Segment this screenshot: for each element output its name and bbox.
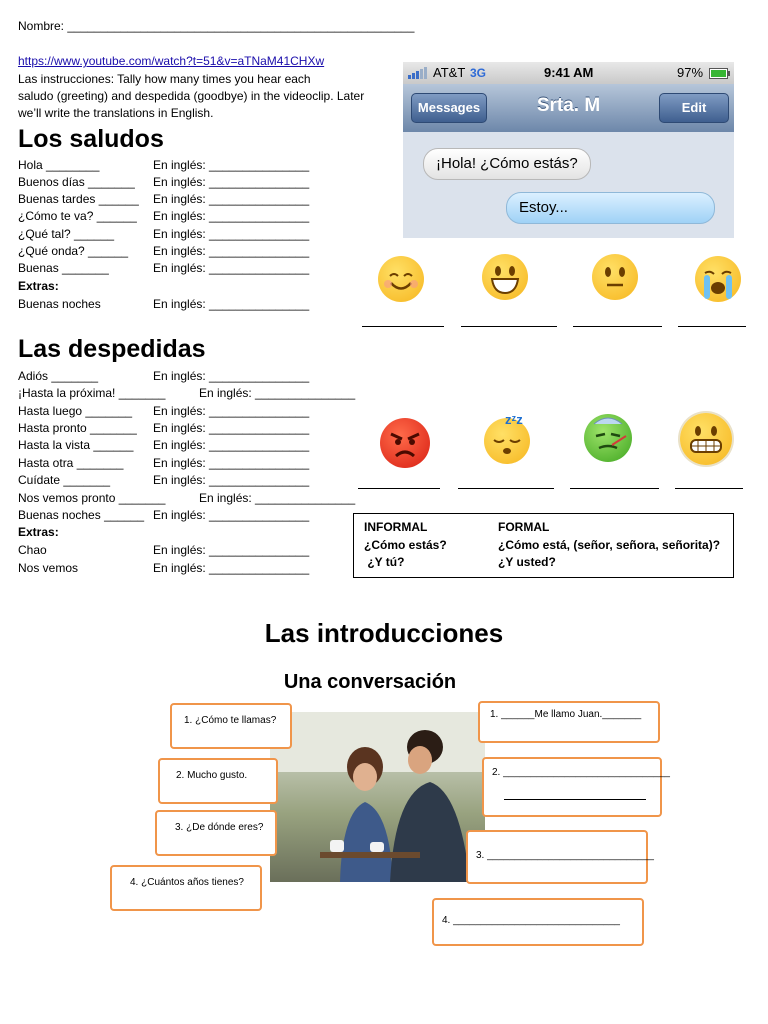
battery-level: 97% xyxy=(677,65,704,80)
neutral-emoji-icon xyxy=(592,254,638,300)
formality-table xyxy=(353,513,734,578)
question-callout xyxy=(170,703,292,749)
despedida-term: Hasta la vista ______ xyxy=(18,438,134,452)
despedida-translation: En inglés: _______________ xyxy=(153,369,310,383)
question-text: 4. ¿Cuántos años tienes? xyxy=(130,877,244,888)
name-line: Nombre: ____________________________________________________ xyxy=(18,19,415,33)
despedida-term: Adiós _______ xyxy=(18,369,99,383)
despedida-translation: En inglés: _______________ xyxy=(199,491,356,505)
despedida-term: Hasta pronto _______ xyxy=(18,421,137,435)
saludos-title: Los saludos xyxy=(18,125,164,153)
answer-callout xyxy=(432,898,644,946)
saludo-translation: En inglés: _______________ xyxy=(153,227,310,241)
despedida-translation: En inglés: _______________ xyxy=(153,404,310,418)
despedida-translation: En inglés: _______________ xyxy=(153,456,310,470)
answer-callout xyxy=(466,830,654,884)
saludo-translation: En inglés: _______________ xyxy=(153,209,310,223)
question-text: 2. Mucho gusto. xyxy=(176,770,248,781)
answer-callout xyxy=(478,701,660,743)
saludos-extras-label: Extras: xyxy=(18,279,59,293)
saludo-translation: En inglés: _______________ xyxy=(153,297,310,311)
emoji-answer-line[interactable] xyxy=(675,488,743,489)
answer-text[interactable]: 2. ______________________________ xyxy=(492,767,670,778)
grimace-emoji-icon xyxy=(680,413,732,465)
despedida-translation: En inglés: _______________ xyxy=(153,473,310,487)
question-text: 3. ¿De dónde eres? xyxy=(175,822,264,833)
saludo-term: ¿Qué tal? ______ xyxy=(18,227,115,241)
sick-emoji-icon xyxy=(584,414,632,462)
despedida-translation: En inglés: _______________ xyxy=(199,386,356,400)
saludo-term: ¿Cómo te va? ______ xyxy=(18,209,137,223)
saludo-term: Hola ________ xyxy=(18,158,100,172)
emoji-answer-line[interactable] xyxy=(358,488,440,489)
instructions-line: we’ll write the translations in English. xyxy=(18,106,214,120)
saludo-term: Buenos días _______ xyxy=(18,175,135,189)
question-callout xyxy=(155,810,277,856)
battery-icon xyxy=(709,68,731,82)
despedida-translation: En inglés: _______________ xyxy=(153,561,310,575)
answer-text[interactable]: 1. ______Me llamo Juan._______ xyxy=(490,709,642,720)
grin-emoji-icon xyxy=(482,254,528,300)
zzz-icon: zᶻz xyxy=(505,412,523,427)
couple-photo xyxy=(270,712,485,882)
informal-phrase: ¿Cómo estás? xyxy=(364,538,447,552)
angry-emoji-icon xyxy=(380,418,430,468)
instructions xyxy=(18,71,398,122)
question-callout xyxy=(158,758,278,804)
saludo-term: Buenas _______ xyxy=(18,261,109,275)
contact-name: Srta. M xyxy=(536,95,601,116)
despedida-term: Nos vemos xyxy=(18,561,79,575)
answer-line[interactable] xyxy=(504,799,646,800)
introducciones-title: Las introducciones xyxy=(264,618,504,648)
answer-callout xyxy=(482,757,670,817)
emoji-answer-line[interactable] xyxy=(570,488,659,489)
answer-text[interactable]: 3. ______________________________ xyxy=(476,850,654,861)
despedida-translation: En inglés: _______________ xyxy=(153,421,310,435)
despedida-term: Buenas noches ______ xyxy=(18,508,145,522)
saludo-translation: En inglés: _______________ xyxy=(153,192,310,206)
despedida-term: Nos vemos pronto _______ xyxy=(18,491,166,505)
despedida-translation: En inglés: _______________ xyxy=(153,508,310,522)
instructions-line: Las instrucciones: Tally how many times you hear each xyxy=(18,72,311,86)
answer-text[interactable]: 4. ______________________________ xyxy=(442,915,620,926)
saludo-translation: En inglés: _______________ xyxy=(153,158,310,172)
despedida-translation: En inglés: _______________ xyxy=(153,438,310,452)
saludo-translation: En inglés: _______________ xyxy=(153,244,310,258)
phone-nav-bar xyxy=(403,84,734,132)
saludo-term: Buenas tardes ______ xyxy=(18,192,139,206)
formal-phrase: ¿Cómo está, (señor, señora, señorita)? xyxy=(498,538,721,552)
emoji-answer-line[interactable] xyxy=(678,326,746,327)
phone-status-bar xyxy=(403,62,734,84)
video-link[interactable]: https://www.youtube.com/watch?t=51&v=aTNaM41CHXw xyxy=(18,54,325,68)
saludo-translation: En inglés: _______________ xyxy=(153,261,310,275)
carrier: AT&T xyxy=(433,65,466,80)
outgoing-message-bubble: Estoy... xyxy=(506,192,715,224)
edit-button[interactable]: Edit xyxy=(659,93,729,123)
crying-emoji-icon xyxy=(695,256,741,302)
question-text: 1. ¿Cómo te llamas? xyxy=(184,715,277,726)
emoji-answer-line[interactable] xyxy=(362,326,444,327)
despedidas-extras-label: Extras: xyxy=(18,525,59,539)
despedida-term: Hasta luego _______ xyxy=(18,404,133,418)
emoji-answer-line[interactable] xyxy=(573,326,662,327)
formal-phrase: ¿Y usted? xyxy=(498,555,556,569)
saludo-term: Buenas noches xyxy=(18,297,101,311)
instructions-line: saludo (greeting) and despedida (goodbye) in the videoclip. Later xyxy=(18,89,365,103)
incoming-message-bubble: ¡Hola! ¿Cómo estás? xyxy=(423,148,591,180)
phone-time: 9:41 AM xyxy=(544,65,594,80)
emoji-answer-line[interactable] xyxy=(461,326,557,327)
despedidas-title: Las despedidas xyxy=(18,335,206,363)
conversation-subtitle: Una conversación xyxy=(283,671,457,693)
messages-back-button[interactable]: Messages xyxy=(411,93,487,123)
despedida-term: ¡Hasta la próxima! _______ xyxy=(18,386,166,400)
despedida-term: Cuídate _______ xyxy=(18,473,111,487)
smile-emoji-icon xyxy=(378,256,424,302)
question-callout xyxy=(110,865,262,911)
despedida-term: Hasta otra _______ xyxy=(18,456,124,470)
couple-photo-illustration xyxy=(270,712,485,882)
network: 3G xyxy=(470,66,487,80)
phone-screenshot xyxy=(403,62,734,238)
despedida-term: Chao xyxy=(18,543,47,557)
informal-header: INFORMAL xyxy=(364,520,428,534)
emoji-answer-line[interactable] xyxy=(458,488,554,489)
saludo-translation: En inglés: _______________ xyxy=(153,175,310,189)
signal-icon xyxy=(408,67,430,82)
saludo-term: ¿Qué onda? ______ xyxy=(18,244,129,258)
despedida-translation: En inglés: _______________ xyxy=(153,543,310,557)
formal-header: FORMAL xyxy=(498,520,550,534)
informal-phrase: ¿Y tú? xyxy=(364,555,405,569)
